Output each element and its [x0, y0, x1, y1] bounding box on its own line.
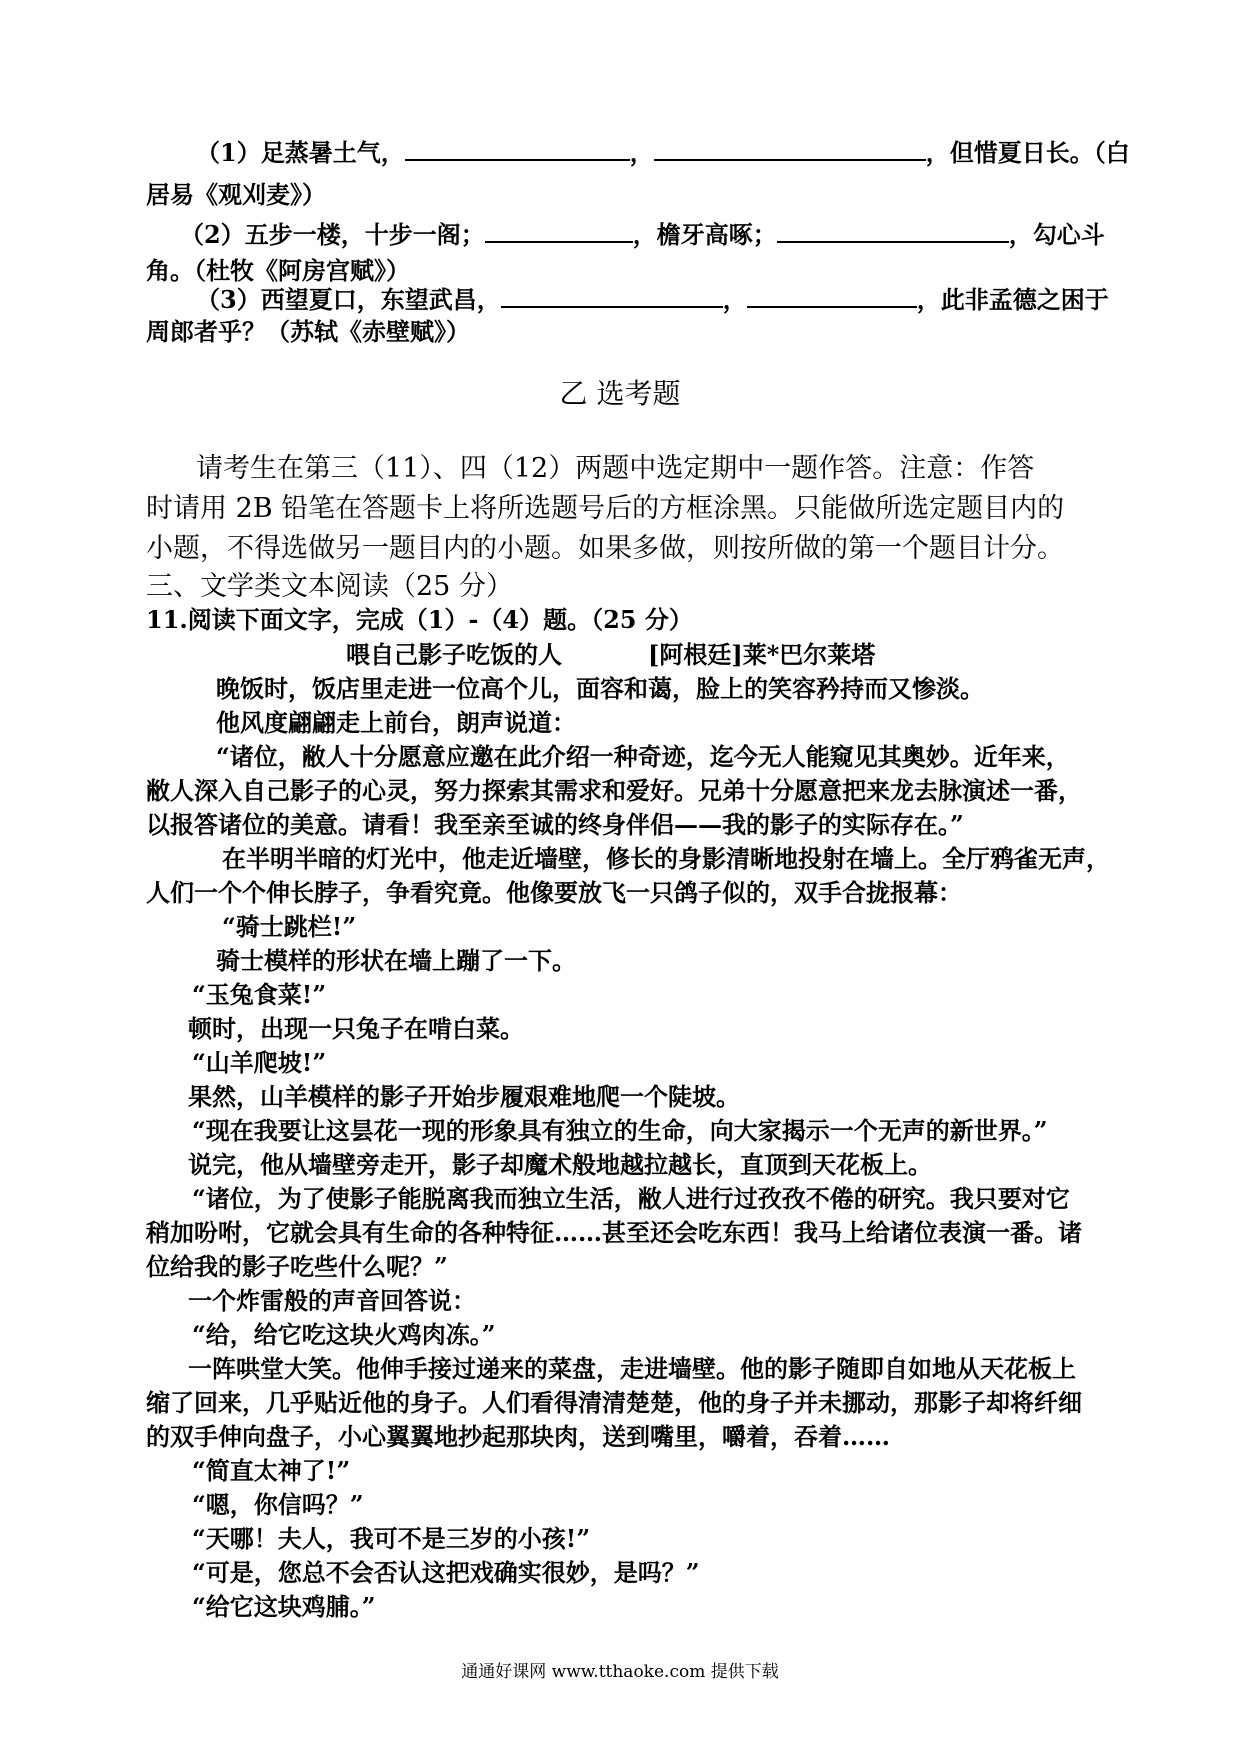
story-line: 在半明半暗的灯光中，他走近墙壁，修长的身影清晰地投射在墙上。全厅鸦雀无声，: [222, 844, 1110, 873]
recitation-q1-line2: 居易《观刈麦》）: [146, 180, 326, 209]
answer-blank[interactable]: [747, 284, 917, 308]
story-line: 的双手伸向盘子，小心翼翼地抄起那块肉，送到嘴里，嚼着，吞着……: [146, 1422, 890, 1451]
story-line: “天哪！夫人，我可不是三岁的小孩!”: [192, 1524, 591, 1553]
recitation-q2-line1: （2）五步一楼，十步一阁； ，檐牙高啄； ，勾心斗: [180, 220, 1105, 249]
instruction-line-3: 小题，不得选做另一题目内的小题。如果多做，则按所做的第一个题目计分。: [146, 533, 1064, 564]
section-heading: 三、文学类文本阅读（25 分）: [146, 571, 513, 602]
answer-blank[interactable]: [654, 137, 926, 161]
question-11: 11.阅读下面文字，完成（1）-（4）题。（25 分）: [146, 605, 693, 634]
story-line: 敝人深入自己影子的心灵，努力探索其需求和爱好。兄弟十分愿意把来龙去脉演述一番，: [146, 776, 1082, 805]
story-line: 位给我的影子吃些什么呢？”: [146, 1252, 448, 1281]
recitation-q3-line2: 周郎者乎？（苏轼《赤壁赋》）: [146, 317, 470, 346]
story-line: “山羊爬坡!”: [192, 1048, 327, 1077]
story-author: [阿根廷]莱*巴尔莱塔: [648, 640, 876, 669]
story-line: “给，给它吃这块火鸡肉冻。”: [192, 1320, 496, 1349]
story-line: “诸位，敝人十分愿意应邀在此介绍一种奇迹，迄今无人能窥见其奥妙。近年来，: [216, 742, 1070, 771]
recitation-q1-line1: （1）足蒸暑土气， ， ，但惜夏日长。（白: [196, 138, 1130, 167]
page-footer: 通通好课网 www.tthaoke.com 提供下载: [461, 1662, 779, 1682]
story-line: 骑士模样的形状在墙上蹦了一下。: [216, 946, 576, 975]
recitation-q3-line1: （3）西望夏口，东望武昌， ， ，此非孟德之困于: [196, 285, 1109, 314]
story-line: 晚饭时，饭店里走进一位高个儿，面容和蔼，脸上的笑容矜持而又惨淡。: [216, 674, 984, 703]
story-line: 他风度翩翩走上前台，朗声说道：: [216, 708, 576, 737]
answer-blank[interactable]: [501, 284, 723, 308]
story-title: 喂自己影子吃饭的人: [346, 640, 562, 669]
recitation-q2-line2: 角。（杜牧《阿房宫赋》）: [146, 256, 410, 285]
story-line: 顿时，出现一只兔子在啃白菜。: [188, 1014, 524, 1043]
story-line: “玉兔食菜!”: [192, 980, 327, 1009]
story-title-row: [346, 638, 875, 672]
section-title: 乙 选考题: [559, 377, 681, 410]
story-line: 缩了回来，几乎贴近他的身子。人们看得清清楚楚，他的身子并未挪动，那影子却将纤细: [146, 1388, 1082, 1417]
story-line: “给它这块鸡脯。”: [192, 1592, 376, 1621]
story-line: 一个炸雷般的声音回答说：: [188, 1286, 476, 1315]
answer-blank[interactable]: [405, 137, 630, 161]
instruction-line-2: 时请用 2B 铅笔在答题卡上将所选题号后的方框涂黑。只能做所选定题目内的: [146, 493, 1065, 524]
story-line: 一阵哄堂大笑。他伸手接过递来的菜盘，走进墙壁。他的影子随即自如地从天花板上: [188, 1354, 1076, 1383]
story-line: 以报答诸位的美意。请看！我至亲至诚的终身伴侣——我的影子的实际存在。”: [146, 810, 964, 839]
story-line: “可是，您总不会否认这把戏确实很妙，是吗？”: [192, 1558, 700, 1587]
instruction-line-1: 请考生在第三（11）、四（12）两题中选定期中一题作答。注意：作答: [196, 453, 1035, 484]
story-line: “嗯，你信吗？”: [192, 1490, 364, 1519]
story-line: 说完，他从墙壁旁走开，影子却魔术般地越拉越长，直顶到天花板上。: [188, 1150, 932, 1179]
answer-blank[interactable]: [777, 219, 1009, 243]
answer-blank[interactable]: [485, 219, 633, 243]
story-line: “简直太神了!”: [192, 1456, 351, 1485]
story-line: 稍加吩咐，它就会具有生命的各种特征……甚至还会吃东西！我马上给诸位表演一番。诸: [146, 1218, 1082, 1247]
story-line: “诸位，为了使影子能脱离我而独立生活，敝人进行过孜孜不倦的研究。我只要对它: [192, 1184, 1070, 1213]
story-line: “现在我要让这昙花一现的形象具有独立的生命，向大家揭示一个无声的新世界。”: [192, 1116, 1048, 1145]
story-line: “骑士跳栏!”: [222, 912, 357, 941]
story-line: 人们一个个伸长脖子，争看究竟。他像要放飞一只鸽子似的，双手合拢报幕：: [146, 878, 962, 907]
story-line: 果然，山羊模样的影子开始步履艰难地爬一个陡坡。: [188, 1082, 740, 1111]
